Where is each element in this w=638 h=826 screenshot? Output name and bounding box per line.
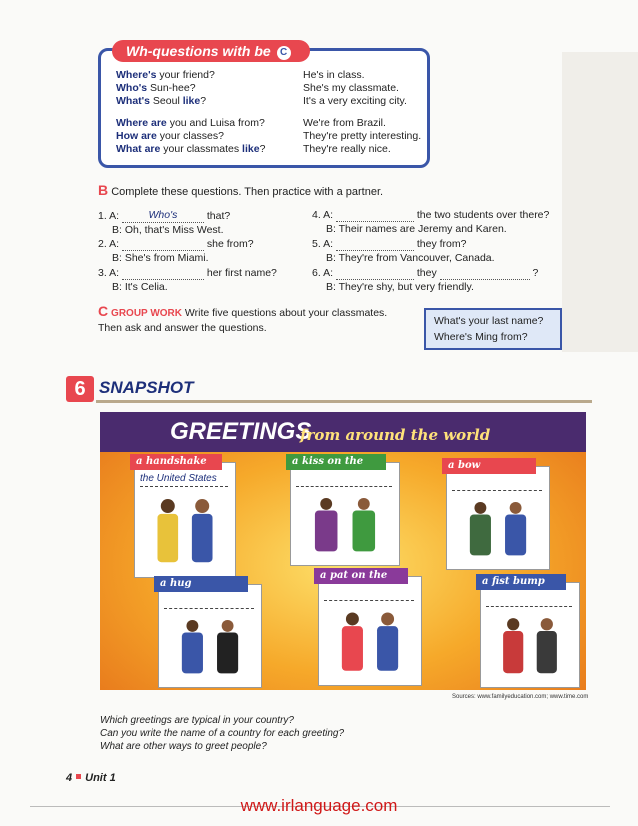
- grammar-question: [116, 117, 265, 130]
- speaker-a: A:: [109, 210, 122, 222]
- group-work-label: GROUP WORK: [111, 308, 182, 319]
- question-text: she from?: [203, 238, 254, 250]
- greeting-label: a handshake: [130, 454, 222, 470]
- person-body: [157, 514, 178, 562]
- country-answer: the United States: [140, 473, 217, 484]
- section-c-line1: Write five questions about your classmates.: [184, 307, 388, 319]
- section-c-letter: C: [98, 303, 109, 319]
- greeting-illustration: [488, 612, 572, 680]
- question-item-6: 6. A: they ? B: They're shy, but very friendly.: [312, 267, 539, 293]
- grammar-question: [116, 130, 224, 143]
- question-text: they: [413, 267, 440, 279]
- page-number: [66, 772, 116, 784]
- greeting-label: a pat on the back: [314, 568, 408, 584]
- unit-label: Unit 1: [85, 772, 116, 784]
- greetings-title: GREETINGS: [170, 418, 312, 445]
- section-number: 6: [66, 376, 94, 402]
- response-b: B: It's Celia.: [112, 281, 168, 293]
- example-questions-box: [424, 308, 562, 350]
- person-body: [192, 514, 213, 562]
- question-like: like: [242, 143, 260, 155]
- discussion-question-3: What are other ways to greet people?: [100, 741, 267, 752]
- section-c-instruction: [98, 304, 408, 335]
- grammar-answer: They're pretty interesting.: [303, 130, 422, 142]
- snapshot-rule: [96, 400, 592, 403]
- item-number: 4.: [312, 209, 321, 221]
- watermark-url[interactable]: www.irlanguage.com: [240, 796, 398, 815]
- answer-line[interactable]: [486, 606, 572, 607]
- response-b: B: She's from Miami.: [112, 252, 209, 264]
- greeting-label: a hug: [154, 576, 248, 592]
- example-question-2: Where's Ming from?: [434, 331, 528, 343]
- question-item-4: [312, 208, 549, 236]
- item-number: 6.: [312, 267, 321, 279]
- section-c-line2: Then ask and answer the questions.: [98, 322, 267, 334]
- person-body: [505, 514, 526, 555]
- person-body: [217, 632, 238, 673]
- wh-word: What are: [116, 143, 161, 155]
- item-number: 1.: [98, 210, 107, 222]
- wh-word: What's: [116, 95, 150, 107]
- grammar-answer: It's a very exciting city.: [303, 95, 407, 107]
- question-rest: your classes?: [156, 130, 224, 142]
- response-b: B: Their names are Jeremy and Karen.: [326, 223, 507, 235]
- item-number: 2.: [98, 238, 107, 250]
- faded-right-page-strip: [562, 52, 638, 352]
- person-body: [182, 632, 203, 673]
- person-head: [510, 502, 522, 514]
- grammar-title-text: Wh-questions with be: [126, 43, 271, 59]
- response-b: B: They're from Vancouver, Canada.: [326, 252, 495, 264]
- section-b-text: Complete these questions. Then practice with a partner.: [111, 186, 384, 198]
- response-b: B: They're shy, but very friendly.: [326, 281, 474, 293]
- question-item-5: [312, 237, 495, 265]
- speaker-a: A:: [323, 209, 336, 221]
- person-body: [470, 514, 491, 555]
- response-b: B: Oh, that's Miss West.: [112, 224, 224, 236]
- grammar-question: [116, 69, 215, 82]
- answer-line[interactable]: [296, 486, 392, 487]
- greetings-subtitle: from around the world: [300, 426, 491, 444]
- section-b-instruction: [98, 182, 383, 198]
- question-item-2: [98, 237, 254, 265]
- person-head: [541, 618, 553, 630]
- question-like: like: [182, 95, 201, 107]
- question-text: the two students over there?: [413, 209, 550, 221]
- person-head: [186, 620, 198, 632]
- item-number: 3.: [98, 267, 107, 279]
- answer-line[interactable]: [452, 490, 542, 491]
- grammar-answer: They're really nice.: [303, 143, 391, 155]
- person-head: [320, 498, 332, 510]
- grammar-question: What's Seoul like?: [116, 95, 207, 107]
- wh-word: Where are: [116, 117, 167, 129]
- person-head: [346, 612, 359, 625]
- speaker-a: A:: [109, 267, 122, 279]
- greeting-label: a bow: [442, 458, 536, 474]
- greeting-illustration: [298, 492, 392, 558]
- grammar-answer: He's in class.: [303, 69, 365, 81]
- grammar-question: [116, 82, 196, 95]
- greeting-illustration: [454, 496, 542, 562]
- question-text: her first name?: [203, 267, 277, 279]
- question-rest: you and Luisa from?: [166, 117, 265, 129]
- person-body: [342, 626, 363, 671]
- person-head: [381, 612, 394, 625]
- answer-line[interactable]: [324, 600, 414, 601]
- sources-note: Sources: www.familyeducation.com; www.time.com: [452, 694, 589, 700]
- wh-word: How are: [116, 130, 157, 142]
- grammar-answer: She's my classmate.: [303, 82, 399, 94]
- item-number: 5.: [312, 238, 321, 250]
- person-head: [474, 502, 486, 514]
- answer-blank[interactable]: Who's: [122, 208, 204, 223]
- question-item-1: [98, 208, 230, 237]
- speaker-a: A:: [323, 238, 336, 250]
- person-body: [503, 631, 523, 673]
- discussion-questions: [100, 714, 344, 753]
- question-rest: your classmates: [160, 143, 243, 155]
- question-text: they from?: [413, 238, 467, 250]
- snapshot-title: SNAPSHOT: [99, 378, 194, 397]
- question-item-3: [98, 266, 277, 294]
- greeting-illustration: [142, 492, 228, 570]
- speaker-a: A:: [109, 238, 122, 250]
- wh-word: Where's: [116, 69, 157, 81]
- person-head: [222, 620, 234, 632]
- greeting-illustration: [166, 614, 254, 680]
- discussion-question-1: Which greetings are typical in your country?: [100, 715, 294, 726]
- bullet-square-icon: [76, 774, 81, 779]
- greeting-label: a kiss on the cheek: [286, 454, 386, 470]
- audio-icon[interactable]: C: [277, 46, 291, 60]
- greeting-illustration: [326, 606, 414, 678]
- grammar-title: [112, 40, 310, 62]
- person-head: [358, 498, 370, 510]
- example-question-1: What's your last name?: [434, 315, 544, 327]
- person-body: [537, 631, 557, 673]
- grammar-answer: We're from Brazil.: [303, 117, 386, 129]
- greeting-label: a fist bump: [476, 574, 566, 590]
- person-head: [507, 618, 519, 630]
- wh-word: Who's: [116, 82, 148, 94]
- person-head: [195, 499, 209, 513]
- person-body: [353, 510, 376, 551]
- person-head: [161, 499, 175, 513]
- answer-line[interactable]: [140, 486, 228, 487]
- page-number-value: 4: [66, 772, 73, 784]
- question-text: that?: [203, 210, 231, 222]
- question-rest: Seoul: [150, 95, 183, 107]
- discussion-question-2: Can you write the name of a country for each greeting?: [100, 728, 345, 739]
- answer-line[interactable]: [164, 608, 254, 609]
- person-body: [315, 510, 338, 551]
- question-rest: your friend?: [156, 69, 215, 81]
- person-body: [377, 626, 398, 671]
- grammar-question: What are your classmates like?: [116, 143, 266, 155]
- question-rest: Sun-hee?: [147, 82, 196, 94]
- speaker-a: A:: [323, 267, 336, 279]
- section-b-letter: B: [98, 182, 109, 198]
